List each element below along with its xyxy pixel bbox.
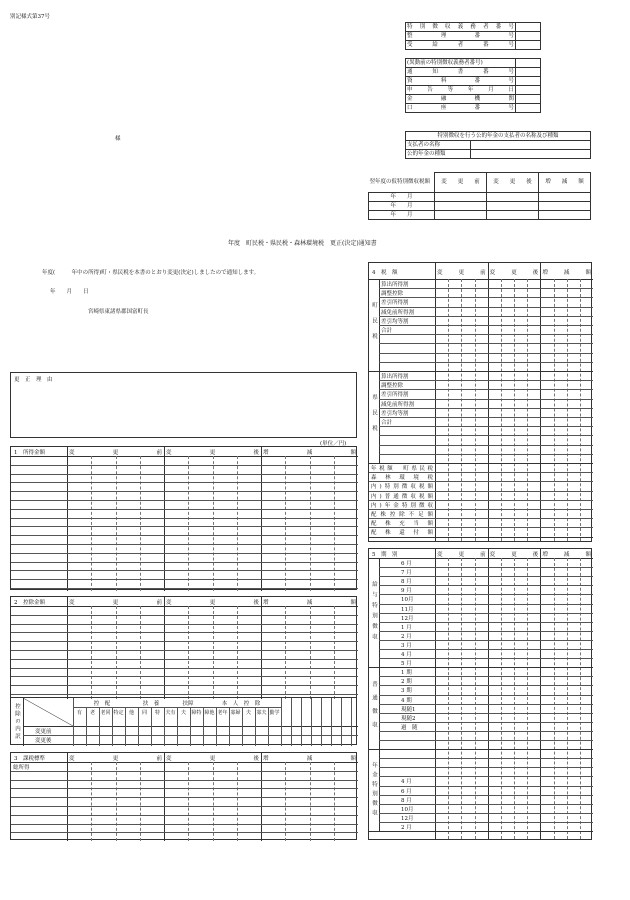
row-label: 合計: [381, 420, 393, 426]
total-income-label: 総所得: [13, 765, 30, 771]
row-label: 配株還付額: [371, 530, 433, 537]
header-rule: [11, 606, 358, 607]
digit-separator: [567, 558, 568, 839]
row-rule: [379, 426, 593, 427]
row-rule: [379, 813, 593, 814]
pension-type-label: 公的年金の種類: [406, 150, 471, 159]
payer-box-title: 特別徴収を行う公的年金の支払者の名称及び種類: [406, 132, 591, 141]
digit-separator: [188, 762, 189, 841]
next-year-row: 年 月: [369, 202, 435, 211]
sub-header: 特定: [113, 710, 124, 716]
row-rule: [379, 353, 593, 354]
sub-header: 障特: [191, 710, 202, 716]
row-label: 6 月: [401, 788, 412, 795]
sub-header: 老年: [217, 710, 228, 716]
row-rule: [11, 500, 358, 501]
next-year-col-diff: 増 減 額: [539, 173, 591, 193]
sub-header: 夫: [245, 710, 251, 716]
sub-rule: [331, 698, 332, 746]
row-rule: [11, 771, 358, 772]
row-rule: [379, 776, 593, 777]
reason-label: 更 正 理 由: [14, 377, 53, 383]
date-line: 年 月 日: [50, 289, 89, 295]
row-rule: [379, 334, 593, 335]
column-header: 変 更 後: [489, 269, 539, 276]
row-label: 差引均等割: [381, 318, 409, 325]
sub-header: 障他: [204, 710, 215, 716]
digit-separator: [237, 762, 238, 841]
row-label: 3 期: [401, 688, 412, 695]
header-rule: [11, 456, 358, 457]
digit-separator: [580, 279, 581, 541]
page-title: 年度 町民税・県民税・森林環境税 更正(決定)通知書: [228, 240, 377, 247]
digit-separator: [475, 558, 476, 839]
group-header: 本 人 控 除: [221, 701, 261, 707]
row-label: 現随1: [401, 706, 416, 713]
prev-kb-number-label: (異動前の特別徴収義務者番号): [406, 59, 516, 68]
kb-number-label: 特別徴収義務者番号: [407, 23, 514, 30]
row-label: 差引均等割: [381, 410, 409, 417]
column-header: 変 更 後: [166, 756, 259, 762]
next-year-col-after: 変 更 後: [487, 173, 539, 193]
payer-name-label: 支払者の名称: [406, 141, 471, 150]
row-rule: [379, 362, 593, 363]
row-label: 6 月: [401, 561, 412, 567]
group-rule: [379, 749, 380, 831]
row-label: 算出所得割: [381, 374, 409, 380]
column-header: 増 減 額: [263, 756, 356, 762]
digit-separator: [580, 558, 581, 839]
column-rule: [164, 447, 165, 591]
row-before: 変更前: [35, 729, 52, 735]
row-rule: [11, 676, 358, 677]
row-rule: [379, 740, 593, 741]
row-rule: [11, 579, 358, 580]
row-rule: [11, 615, 358, 616]
row-rule: [11, 632, 358, 633]
digit-separator: [91, 762, 92, 841]
row-label: 差引所得割: [381, 392, 409, 399]
group-vlabel: 年金特別徴収: [371, 761, 377, 819]
digit-separator: [514, 558, 515, 839]
digit-separator: [501, 558, 502, 839]
sub-rule: [301, 698, 302, 746]
column-rule: [261, 597, 262, 699]
section-label: 4 税 額: [372, 269, 398, 276]
section-label: 5 期 別: [372, 552, 398, 558]
row-label: 調整控除: [381, 291, 404, 298]
account-number-label: 口 座 番 号: [407, 104, 514, 111]
sub-rule: [321, 698, 322, 746]
digit-separator: [461, 558, 462, 839]
notice-line: 年度( 年中の所得)町・県民税を本書のとおり変更(決定)しましたので通知します。: [42, 270, 260, 276]
column-header: 変 更 前: [69, 600, 162, 606]
next-year-row: 年 月: [369, 211, 435, 220]
section-4-tax-amount: [368, 262, 592, 542]
section-5-installments: [368, 548, 592, 840]
group-rule: [369, 831, 593, 832]
row-rule: [379, 731, 593, 732]
row-rule: [11, 570, 358, 571]
sub-header: 夫有: [165, 710, 176, 716]
row-rule: [11, 474, 358, 475]
digit-separator: [334, 762, 335, 841]
notice-number-label: 通 知 書 番 号: [407, 68, 514, 75]
recipient-number-label: 受 給 者 番 号: [407, 41, 514, 48]
column-rule: [67, 447, 68, 591]
row-rule: [11, 553, 358, 554]
digit-separator: [140, 762, 141, 841]
row-rule: [379, 822, 593, 823]
row-rule: [11, 694, 358, 695]
material-number-label: 資 料 番 号: [407, 77, 514, 84]
column-header: 増 減 額: [263, 600, 356, 606]
row-label: 算出所得割: [381, 282, 409, 288]
digit-separator: [527, 558, 528, 839]
row-label: 合計: [381, 328, 393, 334]
digit-separator: [554, 279, 555, 541]
group-header: 扶 養: [142, 701, 160, 707]
row-rule: [11, 832, 358, 833]
row-rule: [379, 758, 593, 759]
row-rule: [11, 650, 358, 651]
row-rule: [11, 780, 358, 781]
row-label: 減免前所得割: [381, 309, 415, 316]
digit-separator: [310, 762, 311, 841]
sub-rule: [351, 698, 352, 746]
row-label: 差引所得割: [381, 300, 409, 307]
top-right-box-2: [405, 58, 541, 113]
row-label: 内)特別徴収税額: [371, 484, 433, 491]
row-label: 1 期: [401, 670, 412, 677]
sama: 様: [115, 136, 121, 142]
column-rule: [261, 447, 262, 591]
row-label: 1 月: [401, 624, 412, 631]
row-rule: [11, 797, 358, 798]
sub-header: 老同: [100, 710, 111, 716]
row-label: 10月: [401, 597, 414, 604]
digit-separator: [461, 279, 462, 541]
row-rule: [379, 767, 593, 768]
sub-rule: [291, 698, 292, 746]
row-rule: [11, 685, 358, 686]
sub-header: 勤学: [269, 710, 280, 716]
row-label: 12月: [401, 815, 414, 822]
row-label: 2 月: [401, 633, 412, 640]
row-rule: [11, 806, 358, 807]
row-rule: [11, 624, 358, 625]
row-rule: [11, 588, 358, 589]
row-label: 減免前所得割: [381, 401, 415, 408]
sub-header: 夫: [180, 710, 186, 716]
seiri-number-label: 整 理 番 号: [407, 32, 514, 39]
row-label: 8 月: [401, 797, 412, 804]
group-vlabel: 給与特別徴収: [371, 581, 377, 645]
row-label: 12月: [401, 615, 414, 622]
row-label: 内)年金特別徴収: [371, 502, 433, 509]
sub-header: 寡夫: [256, 710, 267, 716]
row-label: 3 月: [401, 642, 412, 649]
column-header: 増 減 額: [542, 269, 591, 276]
digit-separator: [554, 558, 555, 839]
row-rule: [379, 445, 593, 446]
column-rule: [67, 597, 68, 699]
group-vlabel: 町民税: [371, 301, 377, 349]
row-rule: [11, 465, 358, 466]
row-rule: [11, 482, 358, 483]
group-rule: [379, 667, 380, 749]
column-header: 変 更 前: [437, 269, 486, 276]
row-label: 7 月: [401, 570, 412, 577]
row-label: 2 月: [401, 824, 412, 831]
sub-header: 有: [76, 710, 82, 716]
row-label: 配株控除不足額: [371, 512, 433, 518]
unit-label: (単位／円): [320, 441, 347, 447]
row-label: 配株充当額: [371, 521, 433, 528]
row-label: 9 月: [401, 588, 412, 595]
digit-separator: [514, 279, 515, 541]
next-year-col-before: 変 更 前: [435, 173, 487, 193]
row-rule: [11, 544, 358, 545]
row-label: 内)普通徴収税額: [371, 493, 433, 500]
column-header: 変 更 前: [69, 450, 162, 456]
digit-separator: [501, 279, 502, 541]
next-year-label: 翌年度の仮特別徴収税額: [369, 173, 435, 193]
row-rule: [11, 491, 358, 492]
group-vlabel: 県民税: [371, 393, 377, 441]
next-year-row: 年 月: [369, 193, 435, 202]
row-label: 11月: [401, 606, 414, 613]
row-rule: [11, 535, 358, 536]
row-label: 2 期: [401, 679, 412, 686]
row-rule: [379, 435, 593, 436]
row-rule: [11, 526, 358, 527]
column-header: 変 更 後: [489, 552, 539, 558]
sub-header: 特: [154, 710, 160, 716]
row-label: 4 月: [401, 779, 412, 786]
row-label: 年税額 町県民税: [371, 466, 433, 472]
row-label: 8 月: [401, 579, 412, 586]
row-after: 変更後: [35, 738, 52, 744]
sub-rule: [341, 698, 342, 746]
group-rule: [369, 537, 593, 538]
row-label: 4 月: [401, 652, 412, 658]
digit-separator: [448, 279, 449, 541]
deduction-breakdown: [10, 697, 357, 745]
row-rule: [11, 668, 358, 669]
section-label: 2 控除金額: [14, 600, 45, 606]
sub-header: 他: [128, 710, 134, 716]
sub-header: 老: [89, 710, 95, 716]
next-year-table: [368, 172, 591, 220]
section-label: 3 課税標準: [14, 756, 45, 762]
section-label: 1 所得金額: [14, 450, 45, 456]
digit-separator: [527, 279, 528, 541]
column-header: 増 減 額: [263, 450, 356, 456]
diagonal: [23, 698, 73, 726]
row-label: 森林環境税: [371, 475, 433, 482]
column-rule: [164, 597, 165, 699]
row-label: 5 月: [401, 661, 412, 668]
group-vlabel: 普通徴収: [371, 681, 377, 736]
row-label: 10月: [401, 806, 414, 813]
section-2-deductions: [10, 596, 357, 698]
column-header: 変 更 後: [166, 600, 259, 606]
column-header: 変 更 前: [69, 756, 162, 762]
row-label: 現随2: [401, 715, 416, 722]
header-rule: [11, 762, 358, 763]
row-label: 4 期: [401, 697, 412, 704]
group-header: 控 配: [93, 701, 111, 707]
sub-rule: [311, 698, 312, 746]
row-rule: [379, 804, 593, 805]
row-label: 過 随: [401, 724, 418, 731]
row-rule: [379, 454, 593, 455]
digit-separator: [285, 762, 286, 841]
row-rule: [11, 518, 358, 519]
reason-box: [10, 372, 357, 438]
row-label: 調整控除: [381, 383, 404, 390]
row-rule: [11, 641, 358, 642]
report-date-label: 申 告 等 年 月 日: [407, 86, 514, 93]
row-rule: [11, 509, 358, 510]
mayor-name: 宮崎県東諸県郡国富町長: [88, 309, 149, 315]
group-rule: [369, 749, 593, 750]
group-header: 扶障: [182, 701, 194, 707]
section-1-income: [10, 446, 357, 590]
form-code: 別記様式第37号: [10, 14, 50, 20]
row-rule: [11, 562, 358, 563]
sub-header: 同: [141, 710, 147, 716]
sub-rule: [281, 698, 282, 746]
column-header: 変 更 前: [437, 552, 486, 558]
sub-rule: [73, 698, 74, 746]
deduction-vlabel: 控除の内訳: [14, 703, 20, 741]
top-right-box-1: [405, 22, 541, 50]
row-rule: [379, 786, 593, 787]
row-rule: [11, 815, 358, 816]
row-rule: [379, 343, 593, 344]
column-header: 変 更 後: [166, 450, 259, 456]
digit-separator: [567, 279, 568, 541]
column-header: 増 減 額: [542, 552, 591, 558]
sub-header: 寡婦: [230, 710, 241, 716]
row-rule: [11, 824, 358, 825]
section-3-tax-base: [10, 752, 357, 840]
row-rule: [11, 659, 358, 660]
bank-label: 金 融 機 関: [407, 95, 514, 102]
row-rule: [11, 788, 358, 789]
digit-separator: [475, 279, 476, 541]
row-rule: [379, 795, 593, 796]
digit-separator: [116, 762, 117, 841]
digit-separator: [213, 762, 214, 841]
payer-box: [405, 131, 591, 159]
